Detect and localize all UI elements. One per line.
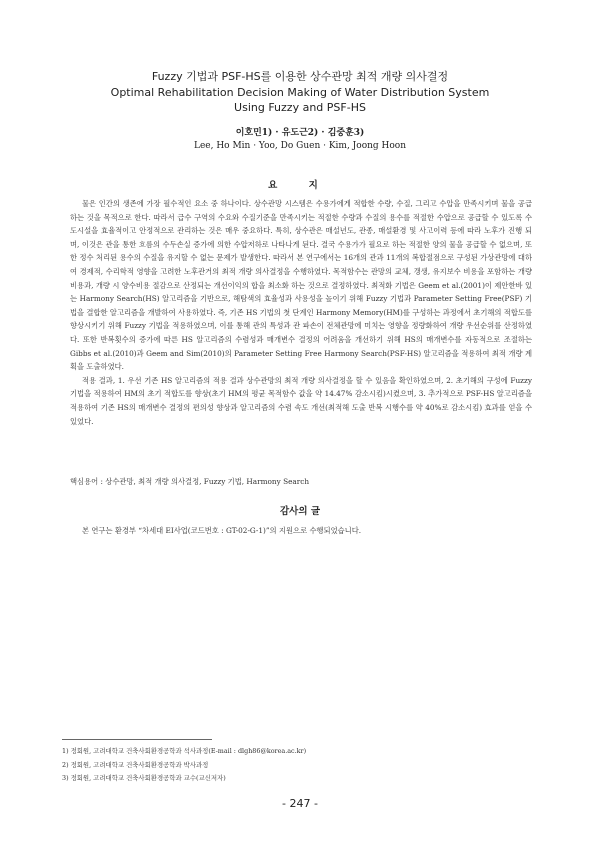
title-english-line2: Using Fuzzy and PSF-HS	[234, 101, 366, 114]
acknowledgement-text: 본 연구는 환경부 “차세대 EI사업(코드번호 : GT-02-G-1)”의 지원으로 수행되었습니다.	[82, 526, 362, 535]
footnotes	[62, 745, 306, 786]
footnote-divider	[62, 739, 212, 740]
title-english-line1: Optimal Rehabilitation Decision Making of Water Distribution System	[110, 86, 490, 99]
footnote-item: 1) 정회원, 고려대학교 건축사회환경공학과 석사과정(E-mail : dlgh86@korea.ac.kr)	[62, 747, 307, 755]
keywords: 핵심용어 : 상수관망, 최적 개량 의사결정, Fuzzy 기법, Harmony Search	[70, 477, 310, 486]
abstract-body	[70, 197, 532, 428]
acknowledgement-heading: 감사의 글	[279, 506, 320, 517]
page-number: - 247 -	[282, 797, 318, 810]
footnote-item: 2) 정회원, 고려대학교 건축사회환경공학과 박사과정	[62, 760, 209, 769]
authors-english: Lee, Ho Min · Yoo, Do Guen · Kim, Joong Hoon	[193, 141, 407, 151]
abstract-paragraph: 적용 결과, 1. 우선 기존 HS 알고리즘의 적용 결과 상수관망의 최적 개량 의사결정을 할 수 있음을 확인하였으며, 2. 초기해의 구성에 Fuzzy 기법을 적용하여 HM의 초기 적합도를 향상(초기 HM의 평균 목적함수 값을 약 14.47% 감소시킴)시켰으며, 3. 추가적으로 PSF-HS 알고리즘을 적용하여 기존 HS의 매개변수 결정의 편의성 향상과 알고리즘의 수렴 속도 개선(최적해 도출 반복 시행수를 약 40%로 감소시킴) 효과를 얻을 수 있었다.	[70, 375, 532, 426]
abstract-paragraph: 물은 인간의 생존에 가장 필수적인 요소 중 하나이다. 상수관망 시스템은 수용가에게 적합한 수량, 수질, 그리고 수압을 만족시키며 물을 공급하는 것을 목적으로 한다. 따라서 급수 구역의 수요와 수질기준을 만족시키는 적절한 수량과 수질의 용수를 적절한 수압으로 공급할 수 있도록 수도시설을 효율적이고 안정적으로 관리하는 것은 매우 중요하다. 특히, 상수관은 매설년도, 관종, 매설환경 및 사고이력 등에 따라 노후가 진행 되며, 이것은 관을 통한 흐름의 수두손실 증가에 의한 수압저하로 나타나게 된다. 결국 수용가가 필요로 하는 적절한 양의 물을 공급할 수 없으며, 또한 정수 처리된 용수의 수질을 유지할 수 없는 문제가 발생한다. 따라서 본 연구에서는 16개의 관과 11개의 복합절점으로 구성된 가상관망에 대하여 경제적, 수리학적 영향을 고려한 노후관거의 최적 개량 의사결정을 수행하였다. 목적함수는 관망의 교체, 갱생, 유지보수 비용을 포함하는 개량비용과, 개량 시 양수비용 절감으로 산정되는 개선이익의 합을 최소화 하는 것으로 결정하였다. 최적화 기법은 Geem et al.(2001)이 제안한바 있는 Harmony Search(HS) 알고리즘을 기반으로, 해탐색의 효율성과 사용성을 높이기 위해 Fuzzy 기법과 Parameter Setting Free(PSF) 기법을 결합한 알고리즘을 개발하여 사용하였다. 즉, 기존 HS 기법의 첫 단계인 Harmony Memory(HM)를 구성하는 과정에서 초기해의 적합도를 향상시키기 위해 Fuzzy 기법을 적용하였으며, 이를 통해 관의 특성과 관 파손이 전체관망에 미치는 영향을 정량화하여 개량 우선순위를 산정하였다. 또한 반복횟수의 증가에 따른 HS 알고리즘의 수렴성과 매개변수 결정의 어려움을 개선하기 위해 HS의 매개변수를 자동적으로 조절하는 Gibbs et al.(2010)과 Geem and Sim(2010)의 Parameter Setting Free Harmony Search(PSF-HS) 알고리즘을 적용하여 최적 개량 계획을 도출하였다.	[70, 199, 532, 372]
title-korean: Fuzzy 기법과 PSF-HS를 이용한 상수관망 최적 개량 의사결정	[151, 70, 449, 83]
abstract-heading: 요 지	[268, 180, 332, 191]
footnote-item: 3) 정회원, 고려대학교 건축사회환경공학과 교수(교신저자)	[62, 774, 226, 782]
authors-korean: 이호민1) · 유도근2) · 김중훈3)	[235, 128, 365, 138]
